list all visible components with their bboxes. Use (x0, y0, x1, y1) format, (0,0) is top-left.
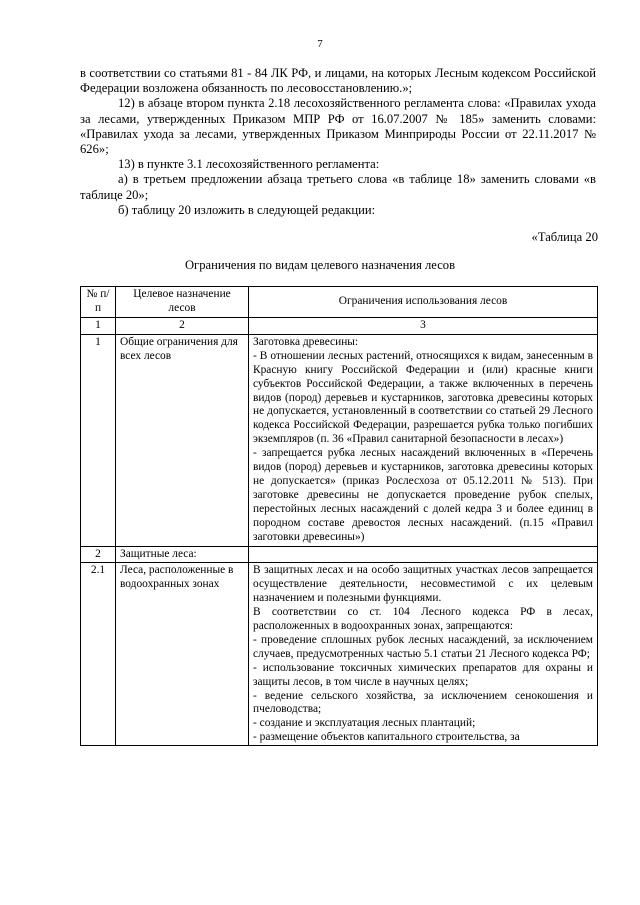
limit-line: - запрещается рубка лесных насаждений включенных в «Перечень видов (пород) деревьев и кустарников, заготовка древесины которых не допускается» (приказ Рослесхоза от 05.12.2011 № 513). При заготовке древесины не допускается проведение рубок спелых, перестойных лесных насаждений с долей кедра 3 и более единиц в породном составе древостоя лесных насаждений. (п.15 «Правил заготовки древесины») (253, 447, 593, 543)
row-purpose: Общие ограничения для всех лесов (116, 334, 249, 546)
row-num: 1 (81, 334, 116, 546)
table-header-row (81, 287, 598, 318)
header-limits: Ограничения использования лесов (249, 287, 598, 318)
limit-line: - ведение сельского хозяйства, за исключением сенокошения и пчеловодства; (253, 689, 593, 716)
row-limits (249, 563, 598, 746)
paragraph-item-13b: б) таблицу 20 изложить в следующей редакции: (118, 202, 376, 217)
limit-line: Заготовка древесины: (253, 335, 359, 348)
header-purpose: Целевое назначение лесов (116, 287, 249, 318)
limit-line: - использование токсичных химических препаратов для охраны и защиты лесов, в том числе в научных целях; (253, 661, 593, 688)
limit-line: - проведение сплошных рубок лесных насаждений, за исключением случаев, предусмотренных частью 5.1 статьи 21 Лесного кодекса РФ; (253, 633, 593, 660)
limit-line: В соответствии со ст. 104 Лесного кодекса РФ в лесах, расположенных в водоохранных зонах, запрещаются: (253, 606, 593, 633)
restrictions-table (80, 286, 598, 746)
limit-line: - В отношении лесных растений, относящихся к видам, занесенным в Красную книгу Российской Федерации и (или) красные книги субъектов Российской Федерации, а также включенных в перечень видов (пород) деревьев и кустарников, заготовка древесины которых не допускается, установленный в соответствии со статьей 29 Лесного кодекса Российской Федерации, разрешается рубка только погибших экземпляров (п. 36 «Правил санитарной безопасности в лесах») (253, 349, 593, 446)
row-num: 2.1 (81, 563, 116, 746)
paragraph-item-13a: а) в третьем предложении абзаца третьего слова «в таблице 18» заменить словами «в таблице 20»; (80, 172, 596, 202)
row-limits (249, 334, 598, 546)
page-number: 7 (317, 38, 323, 50)
table-row (81, 546, 598, 563)
column-number-row (81, 318, 598, 335)
paragraph-continuation: в соответствии со статьями 81 - 84 ЛК РФ, и лицами, на которых Лесным кодексом Российской Федерации возложена обязанность по лесовосстановлению.»; (80, 66, 596, 96)
limit-line: - размещение объектов капитального строительства, за (253, 731, 520, 744)
row-num: 2 (81, 546, 116, 563)
row-limits (249, 546, 598, 563)
column-number: 3 (249, 318, 598, 335)
row-purpose: Защитные леса: (116, 546, 249, 563)
paragraph-item-13: 13) в пункте 3.1 лесохозяйственного регламента: (118, 157, 380, 172)
table-title: Ограничения по видам целевого назначения лесов (184, 258, 456, 272)
column-number: 2 (116, 318, 249, 335)
header-num: № п/п (81, 287, 116, 318)
amendment-text (80, 66, 596, 218)
table-row (81, 563, 598, 746)
limit-line: - создание и эксплуатация лесных плантаций; (253, 717, 476, 730)
table-row (81, 334, 598, 546)
table-label: «Таблица 20 (531, 230, 598, 244)
limit-line: В защитных лесах и на особо защитных участках лесов запрещается осуществление деятельности, несовместимой с их целевым назначением и полезными функциями. (253, 564, 593, 605)
column-number: 1 (81, 318, 116, 335)
paragraph-item-12: 12) в абзаце втором пункта 2.18 лесохозяйственного регламента слова: «Правилах ухода за лесами, утвержденных Приказом МПР РФ от 16.07.2007 № 185» заменить словами: «Правилах ухода за лесами, утвержденных Приказом Минприроды России от 22.11.2017 № 626»; (80, 96, 596, 157)
row-purpose: Леса, расположенные в водоохранных зонах (116, 563, 249, 746)
